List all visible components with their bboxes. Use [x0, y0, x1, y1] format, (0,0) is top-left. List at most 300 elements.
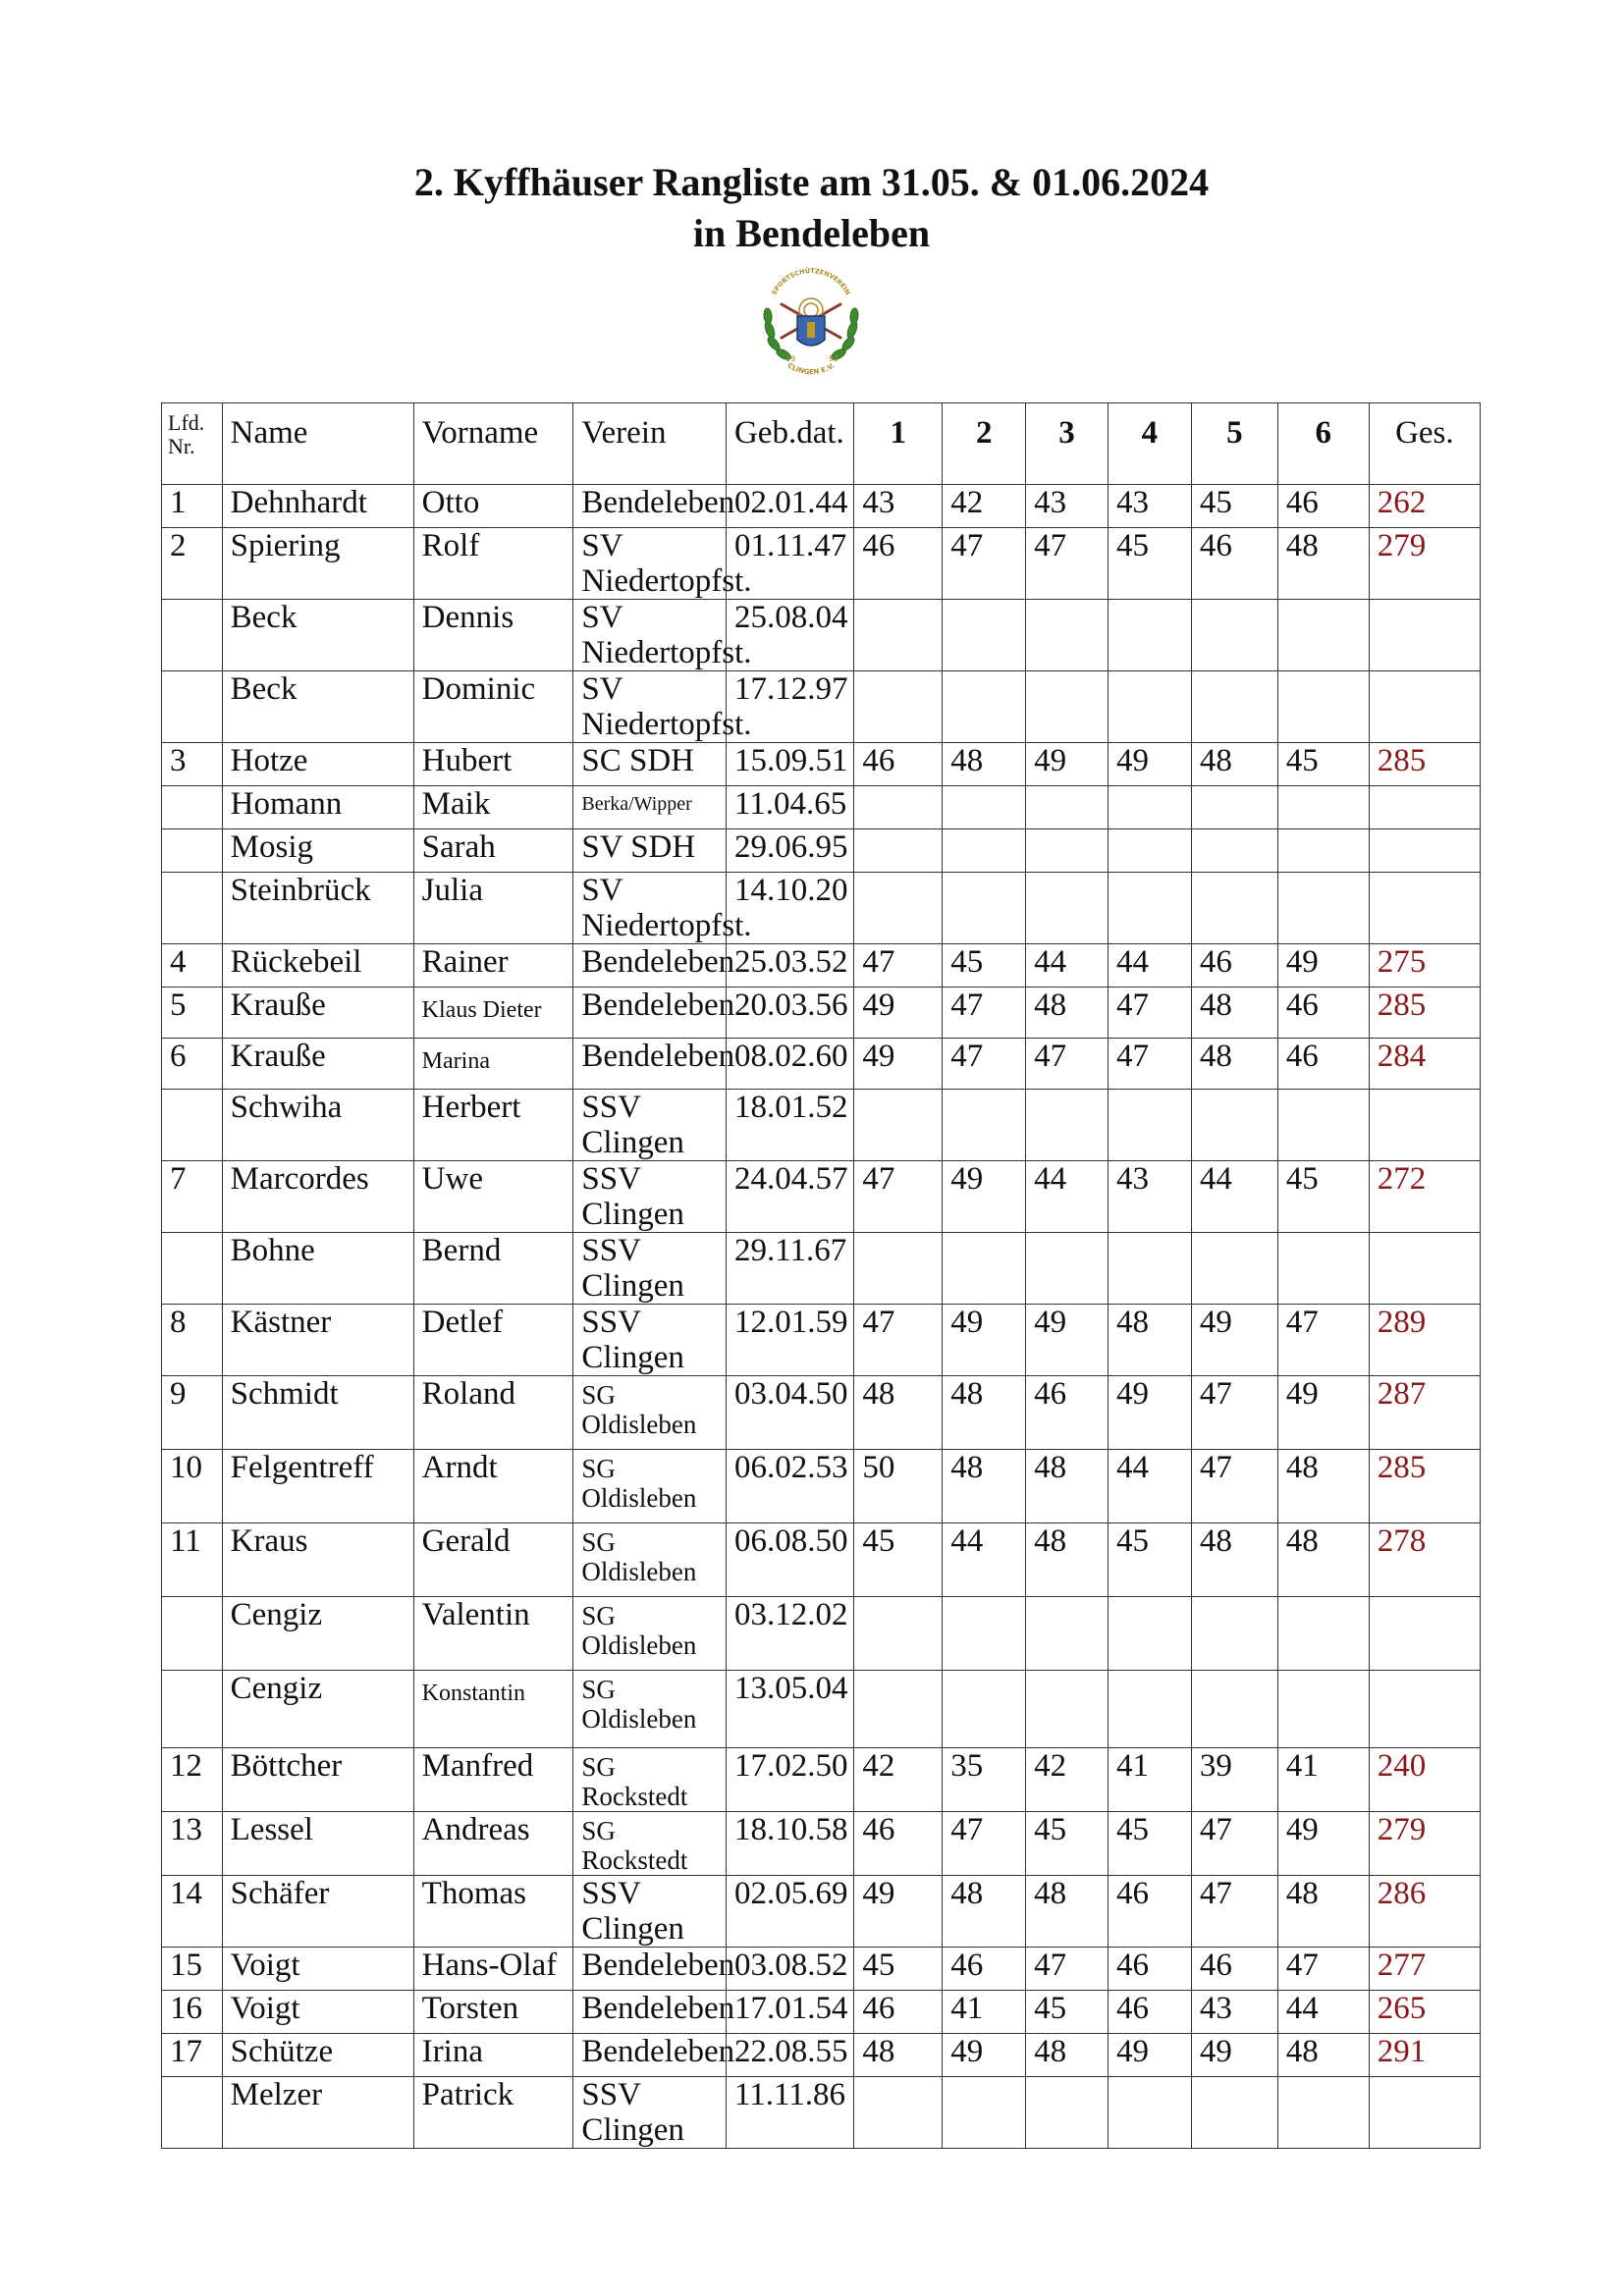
verein-line-2: Niedertopfst.: [581, 707, 752, 742]
verein-label: Bendeleben: [581, 485, 735, 520]
cell-verein: [573, 485, 735, 528]
cell-series-6: 47: [1277, 1948, 1369, 1991]
cell-vorname: Klaus Dieter: [413, 988, 573, 1039]
cell-name: Felgentreff: [222, 1450, 413, 1523]
cell-series-3: 42: [1026, 1748, 1109, 1812]
cell-name: Voigt: [222, 1991, 413, 2034]
verein-line-2: Oldisleben: [581, 1630, 697, 1660]
cell-lfd-nr: 8: [162, 1305, 223, 1376]
cell-vorname: Sarah: [413, 829, 573, 873]
cell-series-4: 44: [1108, 944, 1191, 988]
cell-gebdat: 17.02.50: [726, 1748, 853, 1812]
cell-series-4: 48: [1108, 1305, 1191, 1376]
cell-vorname: Manfred: [413, 1748, 573, 1812]
cell-lfd-nr: 5: [162, 988, 223, 1039]
header-lfd-nr: [162, 403, 223, 485]
cell-vorname: Dennis: [413, 600, 573, 671]
cell-name: Krauße: [222, 988, 413, 1039]
header-series-3: 3: [1026, 403, 1109, 485]
cell-series-1: 47: [854, 944, 943, 988]
cell-series-3: [1026, 600, 1109, 671]
cell-total: 279: [1369, 528, 1480, 600]
cell-gebdat: 01.11.47: [726, 528, 853, 600]
table-header-row: [162, 403, 1481, 485]
cell-series-2: 44: [943, 1523, 1026, 1597]
logo-bottom-text: CLINGEN E.V.: [785, 361, 837, 377]
cell-series-6: 49: [1277, 1812, 1369, 1876]
cell-gebdat: 08.02.60: [726, 1039, 853, 1090]
cell-series-2: 49: [943, 1161, 1026, 1233]
cell-series-2: 49: [943, 2034, 1026, 2077]
cell-lfd-nr: 12: [162, 1748, 223, 1812]
verein-label: Bendeleben: [581, 1991, 735, 2026]
cell-series-2: 48: [943, 1376, 1026, 1450]
cell-gebdat: 14.10.20: [726, 873, 853, 944]
cell-total: 285: [1369, 743, 1480, 786]
cell-series-1: [854, 829, 943, 873]
cell-series-1: [854, 671, 943, 743]
header-series-6: 6: [1277, 403, 1369, 485]
cell-name: Beck: [222, 671, 413, 743]
cell-series-1: 48: [854, 2034, 943, 2077]
verein-label: SSV Clingen: [581, 1233, 684, 1304]
verein-line-2: Oldisleben: [581, 1704, 697, 1734]
cell-verein: [573, 2034, 735, 2077]
cell-series-3: 48: [1026, 2034, 1109, 2077]
verein-label: SV SDH: [581, 829, 696, 865]
cell-series-4: [1108, 1671, 1191, 1748]
cell-series-6: [1277, 671, 1369, 743]
cell-series-4: [1108, 1233, 1191, 1305]
cell-vorname: Julia: [413, 873, 573, 944]
cell-series-2: 48: [943, 1450, 1026, 1523]
cell-series-6: [1277, 1233, 1369, 1305]
verein-line-1: SG: [581, 1380, 616, 1410]
cell-total: 285: [1369, 988, 1480, 1039]
cell-series-6: 44: [1277, 1991, 1369, 2034]
verein-line-1: SV: [581, 671, 623, 707]
cell-series-6: [1277, 1671, 1369, 1748]
cell-lfd-nr: 10: [162, 1450, 223, 1523]
verein-label: SSV Clingen: [581, 1305, 684, 1375]
cell-series-1: [854, 873, 943, 944]
cell-series-4: 46: [1108, 1991, 1191, 2034]
cell-series-5: 46: [1191, 944, 1277, 988]
cell-vorname: Dominic: [413, 671, 573, 743]
cell-series-3: 48: [1026, 988, 1109, 1039]
cell-vorname: Andreas: [413, 1812, 573, 1876]
verein-line-2: Rockstedt: [581, 1782, 688, 1811]
cell-series-1: 48: [854, 1376, 943, 1450]
cell-vorname: Rainer: [413, 944, 573, 988]
cell-series-4: 47: [1108, 1039, 1191, 1090]
cell-verein: [573, 1450, 727, 1523]
cell-total: 272: [1369, 1161, 1480, 1233]
cell-series-1: 45: [854, 1948, 943, 1991]
cell-series-6: 41: [1277, 1748, 1369, 1812]
cell-total: [1369, 1233, 1480, 1305]
cell-series-4: 45: [1108, 528, 1191, 600]
cell-name: Mosig: [222, 829, 413, 873]
cell-series-3: 43: [1026, 485, 1109, 528]
verein-label: SSV Clingen: [581, 1876, 684, 1947]
cell-total: 277: [1369, 1948, 1480, 1991]
cell-series-6: 45: [1277, 1161, 1369, 1233]
verein-label: Bendeleben: [581, 1039, 735, 1074]
cell-verein: [573, 1812, 727, 1876]
cell-name: Dehnhardt: [222, 485, 413, 528]
table-row: [162, 1671, 1481, 1748]
cell-gebdat: 15.09.51: [726, 743, 853, 786]
header-lfd: Lfd.: [168, 410, 205, 435]
cell-gebdat: 03.08.52: [726, 1948, 853, 1991]
verein-label: Bendeleben: [581, 2034, 735, 2069]
title-line-2: in Bendeleben: [692, 211, 931, 255]
cell-verein: [573, 1090, 727, 1161]
table-row: [162, 1812, 1481, 1876]
cell-series-2: 48: [943, 1876, 1026, 1948]
verein-line-2: Niedertopfst.: [581, 635, 752, 670]
cell-lfd-nr: 7: [162, 1161, 223, 1233]
table-row: [162, 786, 1481, 829]
cell-series-2: 47: [943, 1039, 1026, 1090]
cell-series-2: 41: [943, 1991, 1026, 2034]
cell-series-5: 43: [1191, 1991, 1277, 2034]
cell-verein: [573, 786, 727, 829]
cell-series-3: [1026, 1671, 1109, 1748]
cell-gebdat: 02.05.69: [726, 1876, 853, 1948]
cell-lfd-nr: 16: [162, 1991, 223, 2034]
cell-total: [1369, 1671, 1480, 1748]
cell-total: [1369, 1090, 1480, 1161]
cell-total: 287: [1369, 1376, 1480, 1450]
cell-vorname: Hans-Olaf: [413, 1948, 573, 1991]
cell-name: Cengiz: [222, 1597, 413, 1671]
verein-line-1: SG: [581, 1752, 616, 1782]
verein-line-2: Oldisleben: [581, 1410, 697, 1439]
cell-total: 265: [1369, 1991, 1480, 2034]
cell-series-1: [854, 1597, 943, 1671]
cell-gebdat: 17.01.54: [726, 1991, 853, 2034]
table-row: [162, 1748, 1481, 1812]
verein-label: SSV Clingen: [581, 2077, 684, 2148]
cell-series-2: [943, 1090, 1026, 1161]
cell-total: 262: [1369, 485, 1480, 528]
table-row: [162, 1876, 1481, 1948]
cell-lfd-nr: 14: [162, 1876, 223, 1948]
cell-series-4: 45: [1108, 1523, 1191, 1597]
cell-series-2: 47: [943, 1812, 1026, 1876]
cell-series-1: 42: [854, 1748, 943, 1812]
cell-series-5: 48: [1191, 743, 1277, 786]
cell-lfd-nr: [162, 873, 223, 944]
cell-vorname: Thomas: [413, 1876, 573, 1948]
cell-series-4: 44: [1108, 1450, 1191, 1523]
cell-name: Bohne: [222, 1233, 413, 1305]
cell-series-2: 48: [943, 743, 1026, 786]
cell-series-6: 46: [1277, 988, 1369, 1039]
cell-series-3: 47: [1026, 1948, 1109, 1991]
table-row: [162, 1450, 1481, 1523]
cell-series-4: 41: [1108, 1748, 1191, 1812]
cell-series-3: [1026, 829, 1109, 873]
cell-series-4: [1108, 829, 1191, 873]
verein-label: SSV Clingen: [581, 1161, 684, 1232]
verein-line-1: SV: [581, 600, 623, 635]
cell-series-2: [943, 1597, 1026, 1671]
cell-name: Schwiha: [222, 1090, 413, 1161]
cell-series-4: [1108, 1597, 1191, 1671]
cell-series-5: [1191, 873, 1277, 944]
verein-label: Bendeleben: [581, 944, 735, 980]
cell-series-4: [1108, 1090, 1191, 1161]
cell-series-5: [1191, 1597, 1277, 1671]
cell-vorname: Rolf: [413, 528, 573, 600]
cell-series-4: [1108, 671, 1191, 743]
cell-series-5: [1191, 1090, 1277, 1161]
table-row: [162, 528, 1481, 600]
table-row: [162, 743, 1481, 786]
cell-series-1: [854, 2077, 943, 2149]
cell-total: [1369, 873, 1480, 944]
cell-series-2: [943, 829, 1026, 873]
cell-vorname: Irina: [413, 2034, 573, 2077]
cell-name: Schmidt: [222, 1376, 413, 1450]
cell-verein: [573, 1523, 727, 1597]
cell-series-5: 47: [1191, 1876, 1277, 1948]
cell-series-5: 47: [1191, 1376, 1277, 1450]
cell-lfd-nr: [162, 1597, 223, 1671]
cell-series-6: [1277, 786, 1369, 829]
cell-lfd-nr: [162, 1233, 223, 1305]
cell-total: 240: [1369, 1748, 1480, 1812]
cell-name: Spiering: [222, 528, 413, 600]
cell-series-2: [943, 1671, 1026, 1748]
cell-lfd-nr: 11: [162, 1523, 223, 1597]
cell-gebdat: 25.03.52: [726, 944, 853, 988]
verein-line-2: Niedertopfst.: [581, 563, 752, 599]
cell-series-5: 46: [1191, 1948, 1277, 1991]
cell-series-2: 45: [943, 944, 1026, 988]
svg-text:SPORTSCHÜTZENVEREIN: [770, 266, 851, 296]
cell-series-1: 50: [854, 1450, 943, 1523]
cell-gebdat: 20.03.56: [726, 988, 853, 1039]
cell-total: 275: [1369, 944, 1480, 988]
verein-line-2: Oldisleben: [581, 1483, 697, 1513]
verein-label: SC SDH: [581, 743, 694, 778]
cell-vorname: Konstantin: [413, 1671, 573, 1748]
cell-total: 279: [1369, 1812, 1480, 1876]
cell-gebdat: 17.12.97: [726, 671, 853, 743]
logo-top-text: SPORTSCHÜTZENVEREIN: [770, 266, 852, 296]
table-row: [162, 671, 1481, 743]
cell-lfd-nr: [162, 600, 223, 671]
cell-verein: [573, 1161, 727, 1233]
verein-line-1: SG: [581, 1601, 616, 1630]
cell-lfd-nr: 13: [162, 1812, 223, 1876]
cell-series-5: [1191, 2077, 1277, 2149]
cell-series-4: 46: [1108, 1876, 1191, 1948]
verein-line-1: SG: [581, 1527, 616, 1557]
verein-line-1: SV: [581, 528, 623, 563]
cell-series-4: 43: [1108, 485, 1191, 528]
cell-series-5: [1191, 600, 1277, 671]
cell-series-5: 46: [1191, 528, 1277, 600]
cell-series-6: 46: [1277, 1039, 1369, 1090]
cell-series-1: 45: [854, 1523, 943, 1597]
cell-series-3: 44: [1026, 944, 1109, 988]
cell-series-5: 44: [1191, 1161, 1277, 1233]
cell-vorname: Detlef: [413, 1305, 573, 1376]
table-row: [162, 1039, 1481, 1090]
cell-series-5: [1191, 829, 1277, 873]
table-row: [162, 1597, 1481, 1671]
cell-series-4: [1108, 786, 1191, 829]
cell-gebdat: 29.06.95: [726, 829, 853, 873]
cell-series-1: [854, 1671, 943, 1748]
cell-series-6: 48: [1277, 1523, 1369, 1597]
cell-total: [1369, 600, 1480, 671]
cell-name: Melzer: [222, 2077, 413, 2149]
cell-name: Hotze: [222, 743, 413, 786]
cell-series-6: [1277, 829, 1369, 873]
cell-vorname: Maik: [413, 786, 573, 829]
cell-series-6: [1277, 873, 1369, 944]
cell-series-4: 46: [1108, 1948, 1191, 1991]
cell-verein: [573, 988, 735, 1039]
cell-series-6: 45: [1277, 743, 1369, 786]
table-row: [162, 1376, 1481, 1450]
cell-name: Böttcher: [222, 1748, 413, 1812]
logo-year-right: 93: [829, 354, 839, 363]
cell-verein: [573, 873, 752, 944]
cell-gebdat: 12.01.59: [726, 1305, 853, 1376]
cell-lfd-nr: 17: [162, 2034, 223, 2077]
verein-label: Bendeleben: [581, 1948, 735, 1983]
cell-verein: [573, 1991, 735, 2034]
cell-gebdat: 03.12.02: [726, 1597, 853, 1671]
cell-lfd-nr: [162, 1671, 223, 1748]
cell-gebdat: 22.08.55: [726, 2034, 853, 2077]
cell-total: [1369, 1597, 1480, 1671]
table-row: [162, 485, 1481, 528]
cell-series-1: 46: [854, 1812, 943, 1876]
cell-series-4: [1108, 873, 1191, 944]
cell-total: 284: [1369, 1039, 1480, 1090]
table-row: [162, 873, 1481, 944]
cell-vorname: Valentin: [413, 1597, 573, 1671]
cell-vorname: Hubert: [413, 743, 573, 786]
cell-lfd-nr: 4: [162, 944, 223, 988]
cell-verein: [573, 2077, 727, 2149]
cell-gebdat: 03.04.50: [726, 1376, 853, 1450]
cell-vorname: Gerald: [413, 1523, 573, 1597]
title-line-1: 2. Kyffhäuser Rangliste am 31.05. & 01.06.2024: [413, 160, 1210, 204]
cell-total: 289: [1369, 1305, 1480, 1376]
cell-name: Schütze: [222, 2034, 413, 2077]
cell-series-3: [1026, 2077, 1109, 2149]
cell-series-6: [1277, 2077, 1369, 2149]
cell-gebdat: 18.01.52: [726, 1090, 853, 1161]
cell-total: 291: [1369, 2034, 1480, 2077]
svg-text:CLINGEN E.V.: [786, 361, 837, 376]
cell-series-5: 48: [1191, 1039, 1277, 1090]
cell-series-3: [1026, 1090, 1109, 1161]
cell-lfd-nr: [162, 829, 223, 873]
cell-lfd-nr: [162, 671, 223, 743]
cell-series-6: [1277, 1597, 1369, 1671]
cell-vorname: Otto: [413, 485, 573, 528]
cell-series-3: [1026, 873, 1109, 944]
cell-series-4: 49: [1108, 743, 1191, 786]
cell-series-4: 49: [1108, 2034, 1191, 2077]
cell-name: Schäfer: [222, 1876, 413, 1948]
cell-series-1: 47: [854, 1161, 943, 1233]
cell-series-3: 45: [1026, 1812, 1109, 1876]
cell-series-1: 46: [854, 1991, 943, 2034]
cell-series-1: 46: [854, 528, 943, 600]
cell-gebdat: 24.04.57: [726, 1161, 853, 1233]
table-row: [162, 1948, 1481, 1991]
header-series-4: 4: [1108, 403, 1191, 485]
verein-line-1: SG: [581, 1454, 616, 1483]
cell-verein: [573, 1748, 727, 1812]
cell-series-6: 48: [1277, 1450, 1369, 1523]
cell-name: Krauße: [222, 1039, 413, 1090]
cell-lfd-nr: 2: [162, 528, 223, 600]
cell-series-3: 45: [1026, 1991, 1109, 2034]
cell-series-5: 45: [1191, 485, 1277, 528]
header-name: Name: [222, 403, 413, 485]
cell-series-2: 49: [943, 1305, 1026, 1376]
cell-gebdat: 18.10.58: [726, 1812, 853, 1876]
header-series-5: 5: [1191, 403, 1277, 485]
cell-name: Beck: [222, 600, 413, 671]
cell-series-3: 49: [1026, 743, 1109, 786]
cell-series-3: 48: [1026, 1450, 1109, 1523]
cell-series-5: 47: [1191, 1812, 1277, 1876]
cell-verein: [573, 829, 727, 873]
cell-lfd-nr: 9: [162, 1376, 223, 1450]
cell-series-6: 46: [1277, 485, 1369, 528]
table-row: [162, 1305, 1481, 1376]
cell-verein: [573, 1305, 727, 1376]
cell-series-1: 47: [854, 1305, 943, 1376]
cell-name: Homann: [222, 786, 413, 829]
ranking-table: [161, 402, 1481, 2149]
header-vorname: Vorname: [413, 403, 573, 485]
cell-series-1: [854, 600, 943, 671]
cell-gebdat: 06.08.50: [726, 1523, 853, 1597]
verein-line-2: Oldisleben: [581, 1557, 697, 1586]
cell-verein: [573, 743, 727, 786]
cell-name: Rückebeil: [222, 944, 413, 988]
cell-total: [1369, 671, 1480, 743]
cell-series-3: 48: [1026, 1876, 1109, 1948]
table-row: [162, 2077, 1481, 2149]
cell-vorname: Uwe: [413, 1161, 573, 1233]
table-row: [162, 1991, 1481, 2034]
cell-series-6: 48: [1277, 528, 1369, 600]
cell-vorname: Herbert: [413, 1090, 573, 1161]
cell-name: Steinbrück: [222, 873, 413, 944]
cell-series-4: 49: [1108, 1376, 1191, 1450]
document-title: [0, 157, 1623, 259]
cell-series-5: [1191, 786, 1277, 829]
cell-series-2: [943, 2077, 1026, 2149]
cell-series-3: [1026, 786, 1109, 829]
cell-name: Kästner: [222, 1305, 413, 1376]
